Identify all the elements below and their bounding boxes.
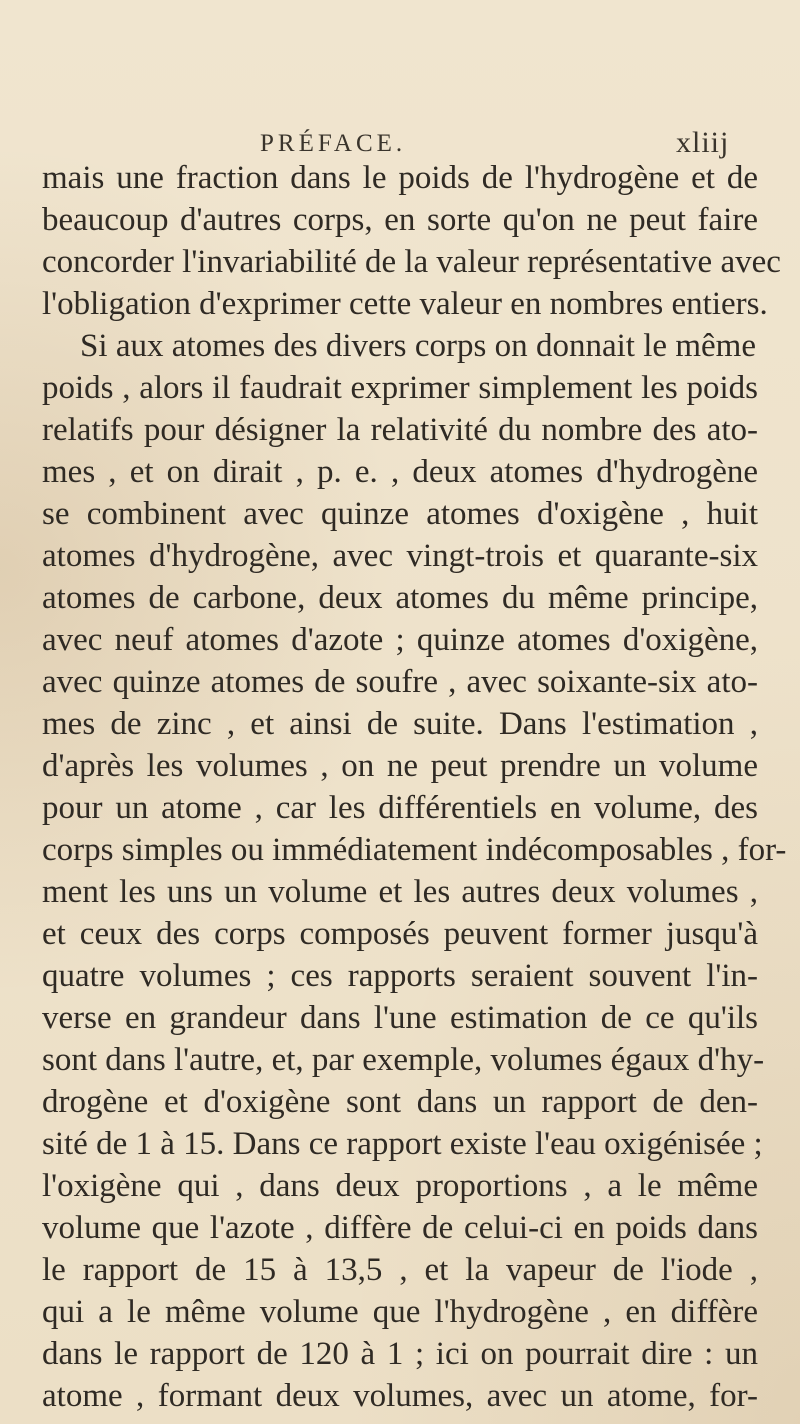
text-line: Si aux atomes des divers corps on donnait le même [80, 328, 756, 364]
text-line: mes , et on dirait , p. e. , deux atomes d'hydrogène [42, 454, 758, 490]
text-line: volume que l'azote , diffère de celui-ci en poids dans [42, 1210, 758, 1246]
text-line: mais une fraction dans le poids de l'hydrogène et de [42, 160, 758, 196]
text-line: d'après les volumes , on ne peut prendre un volume [42, 748, 758, 784]
text-line: beaucoup d'autres corps, en sorte qu'on ne peut faire [42, 202, 758, 238]
text-line: se combinent avec quinze atomes d'oxigène , huit [42, 496, 758, 532]
text-line: dans le rapport de 120 à 1 ; ici on pourrait dire : un [42, 1336, 758, 1372]
text-line: relatifs pour désigner la relativité du nombre des ato- [42, 412, 758, 448]
text-line: pour un atome , car les différentiels en volume, des [42, 790, 758, 826]
running-head: PRÉFACE. [260, 130, 407, 157]
text-line: atomes de carbone, deux atomes du même principe, [42, 580, 758, 616]
text-line: avec neuf atomes d'azote ; quinze atomes d'oxigène, [42, 622, 758, 658]
text-line: et ceux des corps composés peuvent former jusqu'à [42, 916, 758, 952]
text-line: poids , alors il faudrait exprimer simplement les poids [42, 370, 758, 406]
text-line: l'oxigène qui , dans deux proportions , a le même [42, 1168, 758, 1204]
page-number: xliij [676, 126, 730, 159]
text-line: sité de 1 à 15. Dans ce rapport existe l'eau oxigénisée ; [42, 1126, 763, 1162]
text-line: drogène et d'oxigène sont dans un rapport de den- [42, 1084, 758, 1120]
text-line: quatre volumes ; ces rapports seraient souvent l'in- [42, 958, 758, 994]
text-line: atomes d'hydrogène, avec vingt-trois et quarante-six [42, 538, 758, 574]
text-line: verse en grandeur dans l'une estimation de ce qu'ils [42, 1000, 758, 1036]
text-line: qui a le même volume que l'hydrogène , en diffère [42, 1294, 758, 1330]
text-line: concorder l'invariabilité de la valeur représentative avec [42, 244, 781, 280]
text-line: sont dans l'autre, et, par exemple, volumes égaux d'hy- [42, 1042, 765, 1078]
text-line: mes de zinc , et ainsi de suite. Dans l'estimation , [42, 706, 758, 742]
text-line: le rapport de 15 à 13,5 , et la vapeur de l'iode , [42, 1252, 758, 1288]
text-line: l'obligation d'exprimer cette valeur en nombres entiers. [42, 286, 768, 322]
text-line: ment les uns un volume et les autres deux volumes , [42, 874, 758, 910]
text-line: corps simples ou immédiatement indécomposables , for- [42, 832, 787, 868]
text-line: avec quinze atomes de soufre , avec soixante-six ato- [42, 664, 758, 700]
text-line: atome , formant deux volumes, avec un atome, for- [42, 1378, 758, 1414]
